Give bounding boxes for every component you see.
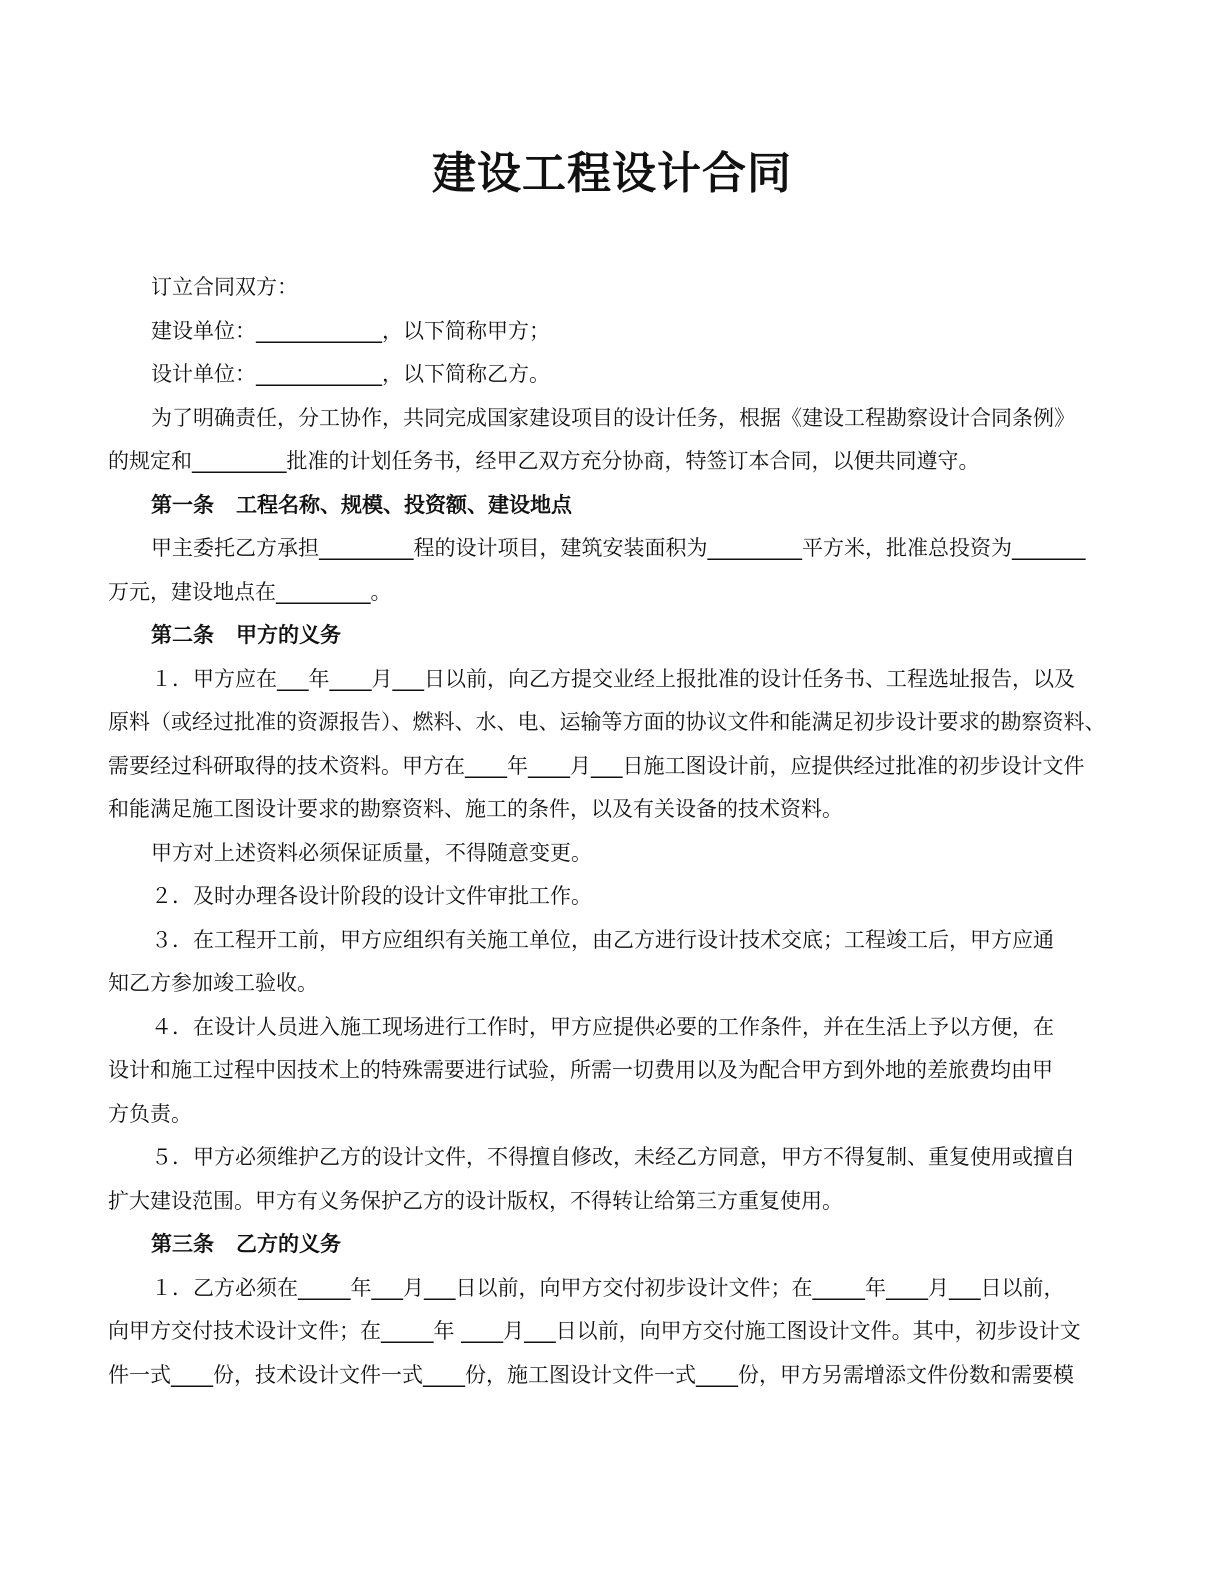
paragraph-line: 万元，建设地点在_________。 <box>108 579 392 604</box>
paragraph-line: 需要经过科研取得的技术资料。甲方在____年____月___日施工图设计前，应提供经过批准的初步设计文件 <box>108 753 1085 778</box>
paragraph-line: 设计和施工过程中因技术上的特殊需要进行试验，所需一切费用以及为配合甲方到外地的差旅费均由甲 <box>108 1058 1053 1082</box>
paragraph-line: 方负责。 <box>108 1101 192 1126</box>
paragraph-line: 向甲方交付技术设计文件；在_____年 ____月___日以前，向甲方交付施工图设计文件。其中，初步设计文 <box>108 1319 1081 1343</box>
intro-line: 建设单位：____________，以下简称甲方； <box>151 318 550 343</box>
paragraph-line: ４．在设计人员进入施工现场进行工作时，甲方应提供必要的工作条件，并在生活上予以方便，在 <box>151 1014 1054 1039</box>
paragraph-line: ５．甲方必须维护乙方的设计文件，不得擅自修改，未经乙方同意，甲方不得复制、重复使用或擅自 <box>151 1145 1075 1169</box>
intro-line: 设计单位：____________，以下简称乙方。 <box>151 362 550 386</box>
document-body <box>108 266 1118 1397</box>
article-title: 乙方的义务 <box>236 1232 341 1256</box>
paragraph-line: 甲方对上述资料必须保证质量，不得随意变更。 <box>151 840 592 865</box>
preamble-line: 为了明确责任，分工协作，共同完成国家建设项目的设计任务，根据《建设工程勘察设计合同条例》 <box>151 405 1075 430</box>
paragraph-line: 和能满足施工图设计要求的勘察资料、施工的条件，以及有关设备的技术资料。 <box>108 797 843 821</box>
paragraph-line: １．乙方必须在_____年___月___日以前，向甲方交付初步设计文件；在_____年____月___日以前， <box>151 1275 1065 1300</box>
paragraph-line: ２．及时办理各设计阶段的设计文件审批工作。 <box>151 884 592 908</box>
article-heading <box>108 1223 1118 1267</box>
article-number: 第三条 <box>151 1232 214 1256</box>
article-heading <box>108 614 1118 658</box>
article-heading <box>108 484 1118 528</box>
paragraph-line: 甲主委托乙方承担_________程的设计项目，建筑安装面积为_________平方米，批准总投资为_______ <box>151 536 1086 560</box>
paragraph-line: 知乙方参加竣工验收。 <box>108 971 318 995</box>
paragraph-line: 扩大建设范围。甲方有义务保护乙方的设计版权，不得转让给第三方重复使用。 <box>108 1188 843 1213</box>
paragraph-line: 件一式____份，技术设计文件一式____份，施工图设计文件一式____份，甲方另需增添文件份数和需要模 <box>108 1362 1074 1387</box>
article-number: 第一条 <box>151 492 214 517</box>
article-title: 甲方的义务 <box>236 623 341 647</box>
paragraph-line: 原料（或经过批准的资源报告）、燃料、水、电、运输等方面的协议文件和能满足初步设计要求的勘察资料、 <box>108 710 1106 734</box>
article-number: 第二条 <box>151 623 214 647</box>
paragraph-line: １．甲方应在___年____月___日以前，向乙方提交业经上报批准的设计任务书、工程选址报告，以及 <box>151 666 1075 691</box>
document-title: 建设工程设计合同 <box>432 148 792 199</box>
preamble-line: 的规定和_________批准的计划任务书，经甲乙双方充分协商，特签订本合同，以便共同遵守。 <box>108 449 980 473</box>
paragraph-line: ３．在工程开工前，甲方应组织有关施工单位，由乙方进行设计技术交底；工程竣工后，甲方应通 <box>151 927 1054 952</box>
article-title: 工程名称、规模、投资额、建设地点 <box>236 492 572 517</box>
intro-line: 订立合同双方： <box>151 275 298 299</box>
